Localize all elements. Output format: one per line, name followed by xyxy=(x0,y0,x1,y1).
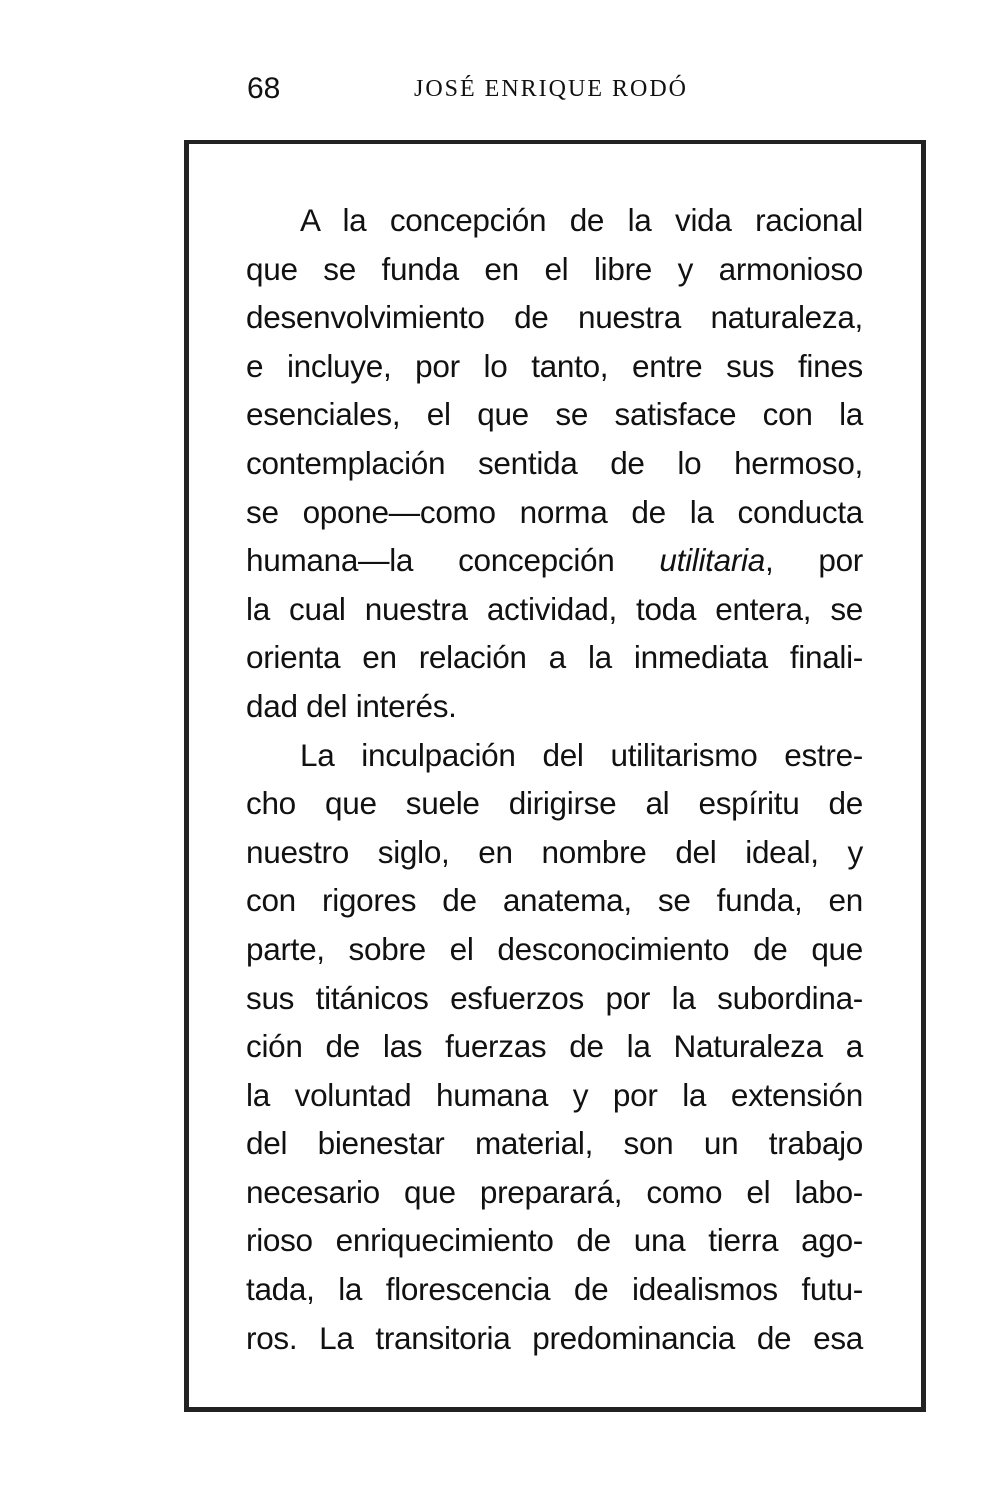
text-line: la voluntad humana y por la extensión xyxy=(246,1076,863,1113)
text-line-with-italic xyxy=(246,536,863,585)
text-line: dad del interés. xyxy=(246,687,457,724)
text-line: orienta en relación a la inmediata finali- xyxy=(246,639,863,676)
text-line: nuestro siglo, en nombre del ideal, y xyxy=(246,833,863,870)
italic-word: utilitaria xyxy=(659,542,765,579)
text-line: que se funda en el libre y armonioso xyxy=(246,250,863,287)
text-line: ros. La transitoria predominancia de esa xyxy=(246,1319,863,1356)
text-run: humana—la concepción xyxy=(246,542,660,579)
text-line: A la concepción de la vida racional xyxy=(300,202,863,238)
text-line: desenvolvimiento de nuestra naturaleza, xyxy=(246,299,863,336)
text-line: la cual nuestra actividad, toda entera, se xyxy=(246,590,863,627)
text-line: parte, sobre el desconocimiento de que xyxy=(246,930,863,967)
text-line: con rigores de anatema, se funda, en xyxy=(246,882,863,919)
body-text xyxy=(246,196,863,1362)
text-line: ción de las fuerzas de la Naturaleza a xyxy=(246,1028,863,1065)
text-line: rioso enriquecimiento de una tierra ago- xyxy=(246,1222,863,1259)
page-header xyxy=(0,62,1000,112)
text-line: contemplación sentida de lo hermoso, xyxy=(246,444,863,481)
text-line: se opone—como norma de la conducta xyxy=(246,493,863,530)
paragraph-2 xyxy=(246,731,863,1363)
text-line: e incluye, por lo tanto, entre sus fines xyxy=(246,347,863,384)
text-line: necesario que preparará, como el labo- xyxy=(246,1173,863,1210)
paragraph-1 xyxy=(246,196,863,731)
text-line: sus titánicos esfuerzos por la subordina- xyxy=(246,979,863,1016)
page-number: 68 xyxy=(247,72,281,105)
text-line: cho que suele dirigirse al espíritu de xyxy=(246,785,863,822)
text-line: del bienestar material, son un trabajo xyxy=(246,1125,863,1162)
text-run: , por xyxy=(764,542,863,579)
text-line: La inculpación del utilitarismo estre- xyxy=(300,736,863,773)
running-head: JOSÉ ENRIQUE RODÓ xyxy=(414,76,688,102)
text-line: tada, la florescencia de idealismos futu- xyxy=(246,1271,863,1308)
text-line: esenciales, el que se satisface con la xyxy=(246,396,863,433)
